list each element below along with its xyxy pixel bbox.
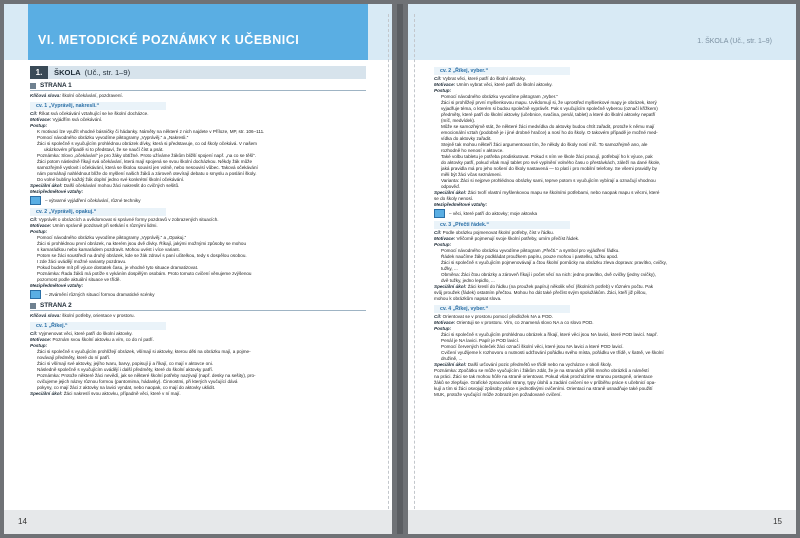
list-item: • Žáci si prohlížejí první myšlenkovou mapu. Uvědomují si, že uprostřed myšlenkové mapy je obrázek, který <box>441 100 778 106</box>
list-item: • pokyny, co mají žáci z aktovky na lavici vyndat, nebo naopak, co mají do aktovky uklidit. <box>37 385 366 391</box>
note: kují a tím si žáci osvojují způsoby práce s jednotlivými cvičeními. Orientaci na straně usnadňuje také použití <box>434 386 653 391</box>
exercise-heading: cv. 3 „Přečti řádek.“ <box>434 221 570 229</box>
list-item: • Žáci si prohlédnou první obrázek, na kterém jsou dvě dívky. Říkají, jakými možnými způsoby se mohou <box>37 241 366 247</box>
note: žáků se zlepšuje. Grafické zpracování strany, typy úlohů a zadání cvičení se v průběhu práce s učebnicí opa- <box>434 380 656 385</box>
list-item: • Poznámka: Protože některé žáci nevědí, jak se některé školní potřeby nazývají (např. desky na sešity), pro- <box>37 373 366 379</box>
right-page <box>408 4 796 534</box>
procedure-list <box>434 94 778 190</box>
motivation: Motivace: Věčomě pojmenují svoje školní potřeby, umím přečíst řádek. <box>434 236 580 241</box>
section-ref: (Uč., str. 1–9) <box>84 67 131 77</box>
goal: Cíl: Podle obrázku pojmenovat školní potřeby, číst v řádku. <box>434 230 554 235</box>
list-item: • pozornost podle aktuální situace ve třídě. <box>37 277 366 283</box>
procedure-label: Postup: <box>434 88 452 93</box>
list-item: • Varianta: Žáci si nejprve prohlédnou obrázky sami, teprve potom s vyučujícím vybírají a označují vhodnou <box>441 178 778 184</box>
list-item: • Žáci si společně s vyučujícím prohlédnou obrázek dívky, která si představuje, co od školy očekává. V našem <box>37 141 366 147</box>
list-item: • K motivaci lze využít vhodné básničky či hádanky. Náměty na některé z nich najdete v Příloze, MP, str. 106–111. <box>37 129 366 135</box>
list-item: • Žáci si společně s vyučujícím prohlédnou obrázek a říkají, které věci jsou NA lavici, které POD lavicí. Např. <box>441 332 778 338</box>
special-task: Speciální úkol: Žáci kreslí do řádku (na proužek papíru) několik věcí (školních potřeb) v různém počtu. Pak <box>434 284 654 289</box>
list-item: • (míč, medvídek). <box>441 118 778 124</box>
list-item: • vyjadřuje téma, o kterém si budou společně vyprávět. Pak s vyučujícím společně vyberou (označí křížkem) <box>441 106 778 112</box>
list-item: • novávají předměty, které do ní patří. <box>37 355 366 361</box>
list-item: • Žáci potom následně říkají svá očekávání, která mají spojená se svou školní docházkou. Někdy žák může <box>37 159 366 165</box>
list-item: • I zde žáci uvádějí možné varianty pozdravu. <box>37 259 366 265</box>
list-item: • Cvičení využijeme k rozhovoru o nutnosti udržování pořádku svého místa, pořádku ve třídě, v šatně, ve školní <box>441 350 778 356</box>
list-item: • Stejně tak mohou někteří žáci argumentovat tím, že někdy do školy nosí míč. To samozřejmě ano, ale <box>441 142 778 148</box>
special-task-cont: mohou k obrázkům napsat slova. <box>434 296 502 301</box>
list-item: • Pomocí návodného obrázku vyvodíme piktogram „Vyber.“ <box>441 94 778 100</box>
procedure-list <box>434 248 778 284</box>
goal: Cíl: Říkat svá očekávání vztahující se ke školní docházce. <box>30 111 149 116</box>
exercise-heading: cv. 2 „Říkej, vyber.“ <box>434 67 570 75</box>
procedure-list <box>30 129 366 183</box>
exercise-heading: cv. 1 „Vyprávěj, nakresli.“ <box>30 102 166 110</box>
list-item: • družině, ... <box>441 356 778 362</box>
list-item: • Pomocí červených koleček žáci označí školní věci, které jsou NA lavici a které POD lavicí. <box>441 344 778 350</box>
keywords: Klíčová slova: školní potřeby, orientace v prostoru. <box>30 313 135 318</box>
exercise-heading: cv. 2 „Vyprávěj, opakuj.“ <box>30 208 166 216</box>
list-item: • Žáci si společně s vyučujícím prohlížejí obrázek, všímají si aktovky, kterou děti na obrázku mají, a pojme- <box>37 349 366 355</box>
motivation: Motivace: Umím správně pozdravit při setkání s různými lidmi. <box>30 223 158 228</box>
exercise-heading: cv. 1 „Říkej.“ <box>30 322 166 330</box>
list-item: • rozhodně ho nenosí v aktovce. <box>441 148 778 154</box>
art-subject-icon <box>30 196 41 205</box>
goal: Cíl: Vyprávět o obrázcích a uvědomovat si správné formy pozdravů v zobrazených situacích. <box>30 217 219 222</box>
list-item: • Pomocí návodného obrázku vyvodíme piktogram „Přečti.“ a symbol pro vyjádření řádku. <box>441 248 778 254</box>
procedure-label: Postup: <box>434 242 452 247</box>
list-item: • Žáci si společně s vyučujícím pojmenovávají a čtou školní pomůcky na obrázku zleva doprava: pravítko, cvičky, <box>441 260 778 266</box>
procedure-list <box>30 349 366 391</box>
list-item: • Obměna: Žáci čtou obrázky a zároveň říkají i počet věcí na nich: jedno pravítko, dvě cvičky (jedny cvičky), <box>441 272 778 278</box>
list-item: • předměty, které patří do školní aktovky (učebnice, svačina, penál, tablet) a které do školní aktovky nepatří <box>441 112 778 118</box>
keywords: Klíčová slova: školní očekávání, pozdravení. <box>30 93 123 98</box>
procedure-list <box>434 332 778 362</box>
list-item: • Poznámka: Řada žáků má potíže s vykáním dospělým osobám. Proto tomuto cvičení věnujeme zvýšenou <box>37 271 366 277</box>
special-task: Speciální úkol: Další určování pozic předmětů ve třídě nebo na vycházce v okolí školy. <box>434 362 612 367</box>
cross-curricular-row: – výtvarné vyjádření očekávání, různé techniky <box>30 196 366 205</box>
square-icon <box>30 83 36 89</box>
list-item: • ukázkovém případě si to představí, že se naučí číst a psát. <box>37 147 366 153</box>
cut-line <box>414 14 415 524</box>
left-footer <box>4 510 392 534</box>
list-item: • vídka do aktovky zařadit. <box>441 136 778 142</box>
procedure-label: Postup: <box>30 343 48 348</box>
list-item: • Potom se žáci soustředí na druhý obrázek, kde se žák zdraví s paní učitelkou, tedy s dospělou osobou. <box>37 253 366 259</box>
subject-icon <box>434 209 445 218</box>
special-task-cont: svůj proužek (řádek) ostatním přečtou. Mohou ho dát také přečíst svým spolužákům. Žáci, kteří již píšou, <box>434 290 647 295</box>
left-content <box>30 66 366 397</box>
special-task: Speciální úkol: Žáci nakreslí svou aktovku, případně věci, které v ní mají. <box>30 391 181 396</box>
procedure-label: Postup: <box>30 123 48 128</box>
motivation: Motivace: Poznám svou školní aktovku a vím, co do ní patří. <box>30 337 154 342</box>
strana-heading: STRANA 2 <box>30 303 366 311</box>
special-task: Speciální úkol: Žáci tvoří vlastní myšlenkovou mapu se školními potřebami, nebo naopak mapu s věcmi, které <box>434 190 660 195</box>
list-item: • Pomocí návodného obrázku vyvodíme piktogramy „Vyprávěj.“ a „Nakresli.“ <box>37 135 366 141</box>
book-spine <box>397 4 403 534</box>
motivation: Motivace: Vyjádřím svá očekávání. <box>30 117 103 122</box>
cross-curricular-row: – ztvárnění různých situací formou dramatické scénky <box>30 290 366 299</box>
special-task-cont: se do školy nenosí. <box>434 196 474 201</box>
list-item: • měli být žáci včas seznámeni. <box>441 172 778 178</box>
list-item: • Penál je NA lavici. Papír je POD lavicí. <box>441 338 778 344</box>
procedure-label: Postup: <box>30 229 48 234</box>
right-header-band <box>408 4 796 60</box>
page-number: 14 <box>18 517 27 526</box>
note: MUK, protože vyučující může zobrazit jen požadované cvičení. <box>434 392 562 397</box>
list-item: • odpověď. <box>441 184 778 190</box>
goal: Cíl: Vybrat věci, které patří do školní aktovky. <box>434 76 526 81</box>
list-item: • do aktovky patří, pokud však mají tablet pro své vyplnění volného času o přestávkách, záleží na dané škole, <box>441 160 778 166</box>
list-item: • Žáci si všímají své aktovky, jejího tvaru, barvy, popisují ji a říkají, co mají v aktovce oni. <box>37 361 366 367</box>
special-task: Speciální úkol: Další očekávání mohou žáci nakreslit do cvičných sešitů. <box>30 183 180 188</box>
motivation: Motivace: Orientuji se v prostoru. Vím, co znamená slovo NA a co slovo POD. <box>434 320 594 325</box>
list-item: • samozřejmě vyslovit i očekávání, která se školou souvisí jen volně, nebo nesouvisí vůbec. Taková očekávání <box>37 165 366 171</box>
section-title: ŠKOLA <box>54 67 81 77</box>
section-heading <box>30 66 366 79</box>
cross-curricular-row: – věci, které patří do aktovky; moje aktovka <box>434 209 778 218</box>
list-item: • emocionální vztah (podobně je i jiné drobné hračce) a nosí ho do školy. O takovém případě je možné med- <box>441 130 778 136</box>
list-item: • nám pomáhají nahlédnout blíže do myšlení našich žáků a zároveň otevírají debatu o smyslu a poslání školy. <box>37 171 366 177</box>
list-item: • jaká pravidla má pro jeho nošení do školy nastavená — to platí i pro mobilní telefony. Se všemi pravidly by <box>441 166 778 172</box>
motivation: Motivace: Umím vybrat věci, které patří do školní aktovky. <box>434 82 553 87</box>
right-footer <box>408 510 796 534</box>
page-number: 15 <box>773 517 782 526</box>
left-page <box>4 4 392 534</box>
list-item: • Následně společně s vyučujícím uvádějí i další předměty, které do školní aktovky patří. <box>37 367 366 373</box>
list-item: • Poznámka: Slovo „očekávání“ je pro žáky obtížné. Proto užíváme žákům bližší spojení např. „na co se těší“. <box>37 153 366 159</box>
drama-subject-icon <box>30 290 41 299</box>
list-item: • Může se samozřejmě stát, že některé žáci medvídka do aktovky budou chtít zařadit, protože k němu mají <box>441 124 778 130</box>
list-item: • Do volné bubliny každý žák doplní jedno své konkrétní školní očekávání. <box>37 177 366 183</box>
list-item: • dvě tužky, jedno lepidlo, ... <box>441 278 778 284</box>
cross-curricular-label: Mezipředmětové vztahy: <box>30 189 84 194</box>
exercise-heading: cv. 4 „Říkej, vyber.“ <box>434 305 570 313</box>
procedure-label: Postup: <box>434 326 452 331</box>
cross-curricular-label: Mezipředmětové vztahy: <box>30 283 84 288</box>
goal: Cíl: Vyjmenovat věci, které patří do školní aktovky. <box>30 331 133 336</box>
procedure-list <box>30 235 366 283</box>
chapter-title: VI. METODICKÉ POZNÁMKY K UČEBNICI <box>28 4 368 60</box>
cross-curricular-label: Mezipředmětové vztahy: <box>434 202 488 207</box>
list-item: • Řádek naučíme žáky podkládat proužkem papíru, pouze mohou i pastelku, tužku apod. <box>441 254 778 260</box>
goal: Cíl: Orientovat se v prostoru pomocí předložek NA a POD. <box>434 314 553 319</box>
list-item: • tužky, ... <box>441 266 778 272</box>
list-item: • Pokud budete mít při výuce dostatek času, je vhodné tyto situace dramatizovat. <box>37 265 366 271</box>
list-item: • Pomocí návodného obrázku vyvodíme piktogramy „Vyprávěj.“ a „Opakuj.“ <box>37 235 366 241</box>
list-item: • Také volbu tabletu je potřeba prodiskutovat. Pokud s ním ve škole žáci pracují, potřebují ho k výuce, pak <box>441 154 778 160</box>
strana-heading: STRANA 1 <box>30 83 366 91</box>
square-icon <box>30 303 36 309</box>
note: Poznámka: Zpočátku se může vyučujícím i žákům zdát, že je na stranách příliš mnoho obrázků a náměstí <box>434 368 649 373</box>
cut-line <box>388 14 389 524</box>
list-item: • s kamarádkou nebo kamarádem pozdravit. Mohou uvést i více variant. <box>37 247 366 253</box>
section-number: 1. <box>30 66 48 79</box>
list-item: • cvičujeme jejich názvy různou formou (pantomima, hádanky). Činnostmi, při kterých vyučující dává <box>37 379 366 385</box>
right-content <box>434 64 778 398</box>
note: na práci. Žáci se tak mohou hůře na straně orientovat. Pokud však procházíme stranou postupně, orientace <box>434 374 653 379</box>
running-header: 1. ŠKOLA (Uč., str. 1–9) <box>697 38 772 45</box>
